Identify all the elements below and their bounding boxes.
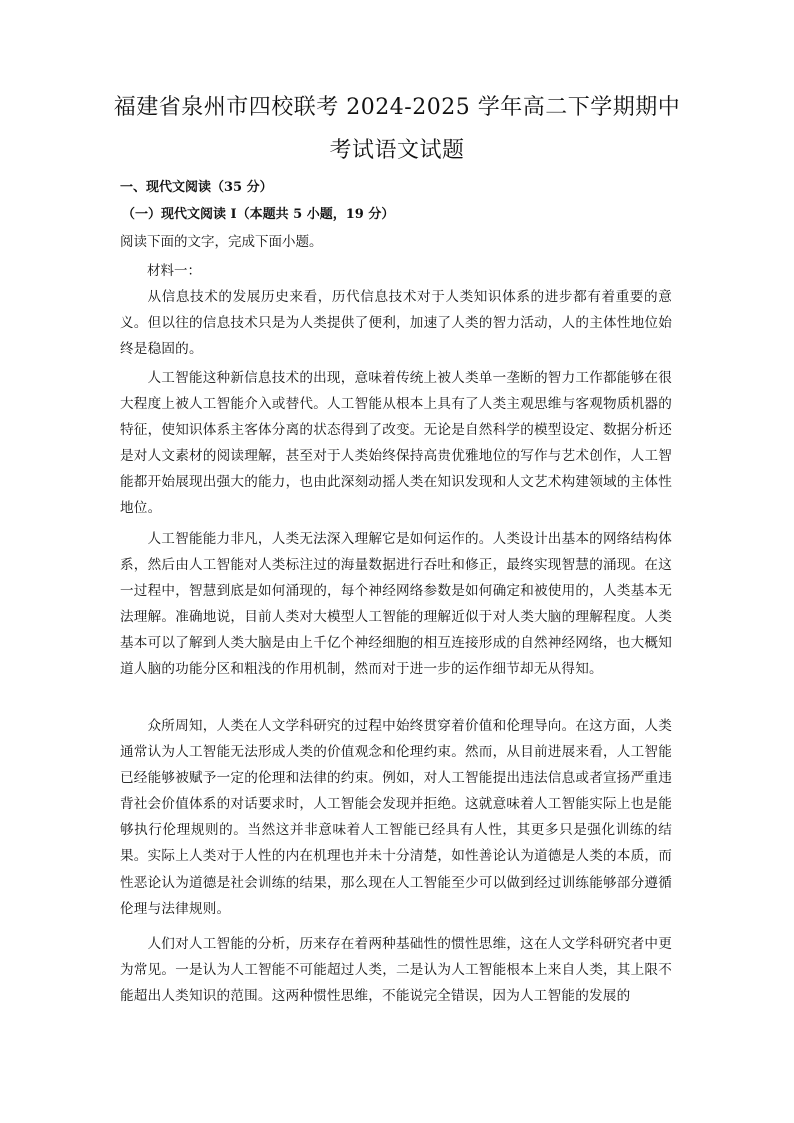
paragraph-3: 人工智能能力非凡，人类无法深入理解它是如何运作的。人类设计出基本的网络结构体系，然后由人工智能对人类标注过的海量数据进行吞吐和修正，最终实现智慧的涌现。在这一过程中，智慧到底是如何涌现的，每个神经网络参数是如何确定和被使用的，人类基本无法理解。准确地说，目前人类对大模型人工智能的理解近似于对人类大脑的理解程度。人类基本可以了解到人类大脑是由上千亿个神经细胞的相互连接形成的自然神经网络，也大概知道人脑的功能分区和粗浅的作用机制，然而对于进一步的运作细节却无从得知。 (120, 531, 672, 678)
paragraph-2: 人工智能这种新信息技术的出现，意味着传统上被人类单一垄断的智力工作都能够在很大程度上被人工智能介入或替代。人工智能从根本上具有了人类主观思维与客观物质机器的特征，使知识体系主客体分离的状态得到了改变。无论是自然科学的模型设定、数据分析还是对人文素材的阅读理解，甚至对于人类始终保持高贵优雅地位的写作与艺术创作，人工智能都开始展现出强大的能力，也由此深刻动摇人类在知识发现和人文艺术构建领域的主体性地位。 (120, 370, 672, 517)
paragraph-4: 众所周知，人类在人文学科研究的过程中始终贯穿着价值和伦理导向。在这方面，人类通常认为人工智能无法形成人类的价值观念和伦理约束。然而，从目前进展来看，人工智能已经能够被赋予一定的伦理和法律的约束。例如，对人工智能提出违法信息或者宣扬严重违背社会价值体系的对话要求时，人工智能会发现并拒绝。这就意味着人工智能实际上也是能够执行伦理规则的。当然这并非意味着人工智能已经具有人性，其更多只是强化训练的结果。实际上人类对于人性的内在机理也并未十分清楚，如性善论认为道德是人类的本质，而性恶论认为道德是社会训练的结果，那么现在人工智能至少可以做到经过训练能够部分遵循伦理与法律规则。 (120, 718, 672, 917)
paragraph-5: 人们对人工智能的分析，历来存在着两种基础性的惯性思维，这在人文学科研究者中更为常见。一是认为人工智能不可能超过人类，二是认为人工智能根本上来自人类，其上限不能超出人类知识的范围。这两种惯性思维，不能说完全错误，因为人工智能的发展的 (120, 936, 672, 1005)
document-title-line-1: 福建省泉州市四校联考 2024-2025 学年高二下学期期中 (113, 95, 681, 120)
section-heading: 一、现代文阅读（35 分） (120, 180, 273, 195)
document-title-line-2: 考试语文试题 (329, 138, 465, 163)
paragraph-1: 从信息技术的发展历史来看，历代信息技术对于人类知识体系的进步都有着重要的意义。但以往的信息技术只是为人类提供了便利，加速了人类的智力活动，人的主体性地位始终是稳固的。 (120, 289, 672, 358)
material-label: 材料一： (147, 263, 201, 279)
subsection-heading: （一）现代文阅读 I（本题共 5 小题，19 分） (122, 207, 395, 222)
reading-instruction: 阅读下面的文字，完成下面小题。 (120, 234, 323, 250)
